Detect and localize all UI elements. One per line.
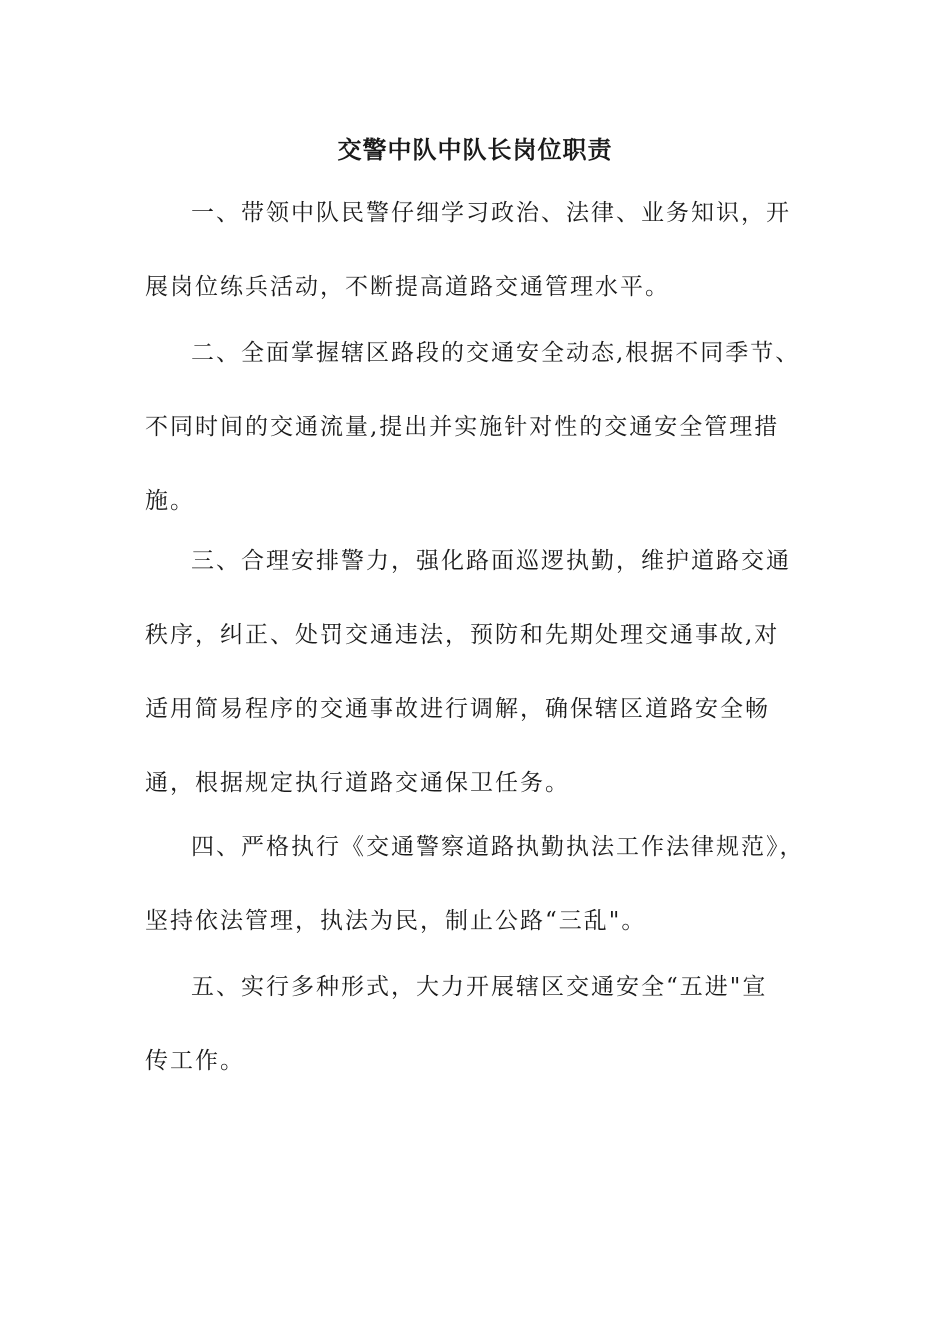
paragraph-line: 传工作。 [145, 1048, 245, 1074]
paragraph-line: 一、带领中队民警仔细学习政治、法律、业务知识，开 [191, 200, 791, 226]
paragraph-line: 四、严格执行《交通警察道路执勤执法工作法律规范》， [191, 834, 805, 860]
paragraph-4 [145, 810, 815, 958]
paragraph-line: 坚持依法管理，执法为民，制止公路“三乱"。 [145, 908, 647, 934]
paragraph-5 [145, 950, 815, 1098]
paragraph-line: 施。 [145, 488, 195, 514]
paragraph-line: 适用简易程序的交通事故进行调解，确保辖区道路安全畅 [145, 696, 770, 722]
paragraph-1 [145, 176, 815, 324]
paragraph-line: 不同时间的交通流量,提出并实施针对性的交通安全管理措 [145, 414, 780, 440]
paragraph-2 [145, 316, 815, 538]
paragraph-3 [145, 524, 815, 820]
paragraph-line: 二、全面掌握辖区路段的交通安全动态,根据不同季节、 [191, 340, 801, 366]
paragraph-line: 三、合理安排警力，强化路面巡逻执勤，维护道路交通 [191, 548, 791, 574]
paragraph-line: 秩序，纠正、处罚交通违法，预防和先期处理交通事故,对 [145, 622, 780, 648]
paragraph-line: 通，根据规定执行道路交通保卫任务。 [145, 770, 570, 796]
paragraph-line: 五、实行多种形式，大力开展辖区交通安全“五进"宣 [191, 974, 768, 1000]
paragraph-line: 展岗位练兵活动，不断提高道路交通管理水平。 [145, 274, 670, 300]
document-title: 交警中队中队长岗位职责 [337, 135, 613, 164]
